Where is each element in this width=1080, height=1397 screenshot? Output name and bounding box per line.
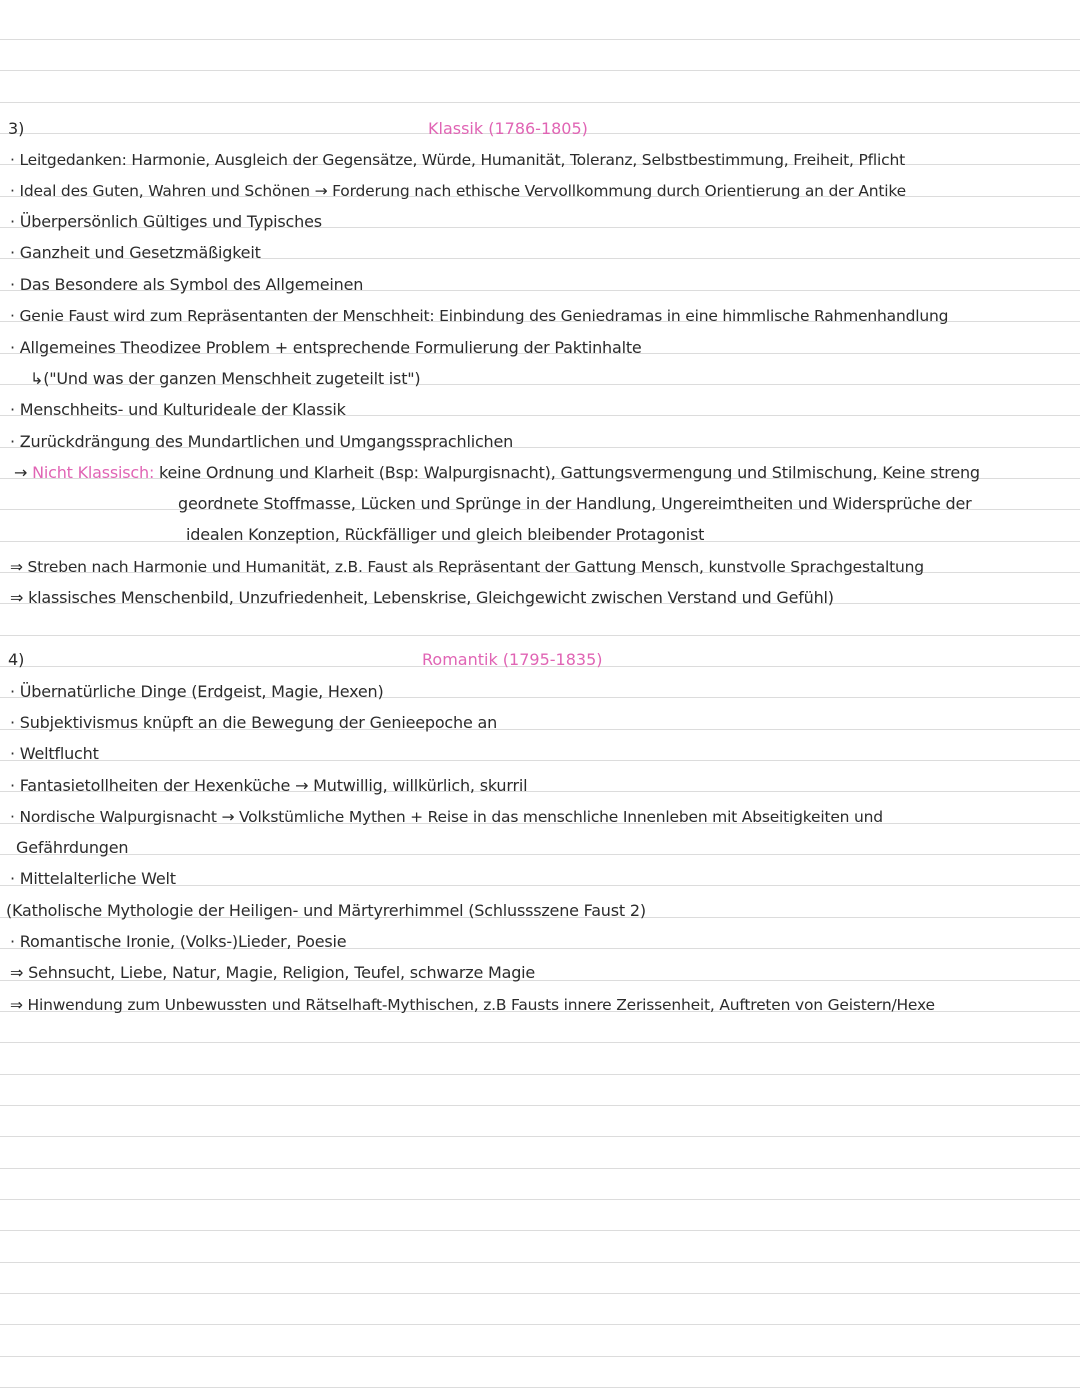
ruled-line	[0, 1168, 1080, 1169]
conclusion-line: ⇒ klassisches Menschenbild, Unzufriedenheit, Lebenskrise, Gleichgewicht zwischen Verstand und Gefühl)	[10, 588, 834, 607]
note-line: · Genie Faust wird zum Repräsentanten der Menschheit: Einbindung des Geniedramas in eine himmlische Rahmenhandlung	[10, 307, 949, 325]
ruled-line	[0, 635, 1080, 636]
ruled-line	[0, 1199, 1080, 1200]
ruled-line	[0, 1230, 1080, 1231]
section-title-romantik: Romantik (1795-1835)	[422, 650, 603, 669]
ruled-line	[0, 1262, 1080, 1263]
ruled-line	[0, 1356, 1080, 1357]
note-line: (Katholische Mythologie der Heiligen- und Märtyrerhimmel (Schlussszene Faust 2)	[6, 901, 646, 920]
section-number-klassik: 3)	[8, 119, 25, 138]
section-title-klassik: Klassik (1786-1805)	[428, 119, 588, 138]
note-line: · Subjektivismus knüpft an die Bewegung der Genieepoche an	[10, 713, 498, 732]
note-line: · Das Besondere als Symbol des Allgemeinen	[10, 275, 364, 294]
conclusion-line: ⇒ Streben nach Harmonie und Humanität, z.B. Faust als Repräsentant der Gattung Mensch, kunstvolle Sprachgestaltung	[10, 558, 924, 576]
section-number-romantik: 4)	[8, 650, 25, 669]
note-line: · Menschheits- und Kulturideale der Klassik	[10, 400, 346, 419]
ruled-line	[0, 39, 1080, 40]
ruled-line	[0, 1105, 1080, 1106]
note-line: geordnete Stoffmasse, Lücken und Sprünge in der Handlung, Ungereimtheiten und Widersprüche der	[178, 494, 972, 513]
note-line: · Nordische Walpurgisnacht → Volkstümliche Mythen + Reise in das menschliche Innenleben mit Abseitigkeiten und	[10, 808, 883, 826]
note-line: Gefährdungen	[16, 838, 129, 857]
note-line: · Romantische Ironie, (Volks-)Lieder, Poesie	[10, 932, 347, 951]
ruled-line	[0, 1042, 1080, 1043]
ruled-line	[0, 70, 1080, 71]
nicht-klassisch-label: Nicht Klassisch:	[32, 463, 155, 482]
note-line: · Ganzheit und Gesetzmäßigkeit	[10, 243, 261, 262]
note-line: · Mittelalterliche Welt	[10, 869, 176, 888]
note-line: · Fantasietollheiten der Hexenküche → Mutwillig, willkürlich, skurril	[10, 776, 528, 795]
ruled-line	[0, 1136, 1080, 1137]
ruled-line	[0, 1387, 1080, 1388]
note-line: ↳("Und was der ganzen Menschheit zugeteilt ist")	[30, 369, 421, 388]
note-line: idealen Konzeption, Rückfälliger und gleich bleibender Protagonist	[186, 525, 705, 544]
arrow-icon: →	[14, 463, 28, 482]
ruled-line	[0, 1324, 1080, 1325]
note-line: · Übernatürliche Dinge (Erdgeist, Magie, Hexen)	[10, 682, 384, 701]
nicht-klassisch-line	[14, 462, 980, 484]
ruled-line	[0, 1293, 1080, 1294]
ruled-line	[0, 1074, 1080, 1075]
note-line: · Überpersönlich Gültiges und Typisches	[10, 212, 322, 231]
ruled-line	[0, 102, 1080, 103]
note-line: · Leitgedanken: Harmonie, Ausgleich der Gegensätze, Würde, Humanität, Toleranz, Selbstbestimmung, Freiheit, Pflicht	[10, 151, 905, 169]
ruled-line	[0, 760, 1080, 761]
ruled-line	[0, 854, 1080, 855]
note-line: · Zurückdrängung des Mundartlichen und Umgangssprachlichen	[10, 432, 514, 451]
note-line: · Weltflucht	[10, 744, 99, 763]
note-line: · Allgemeines Theodizee Problem + entsprechende Formulierung der Paktinhalte	[10, 338, 642, 357]
note-line: · Ideal des Guten, Wahren und Schönen → Forderung nach ethische Vervollkommung durch Orientierung an der Antike	[10, 182, 906, 200]
conclusion-line: ⇒ Hinwendung zum Unbewussten und Rätselhaft-Mythischen, z.B Fausts innere Zerissenheit, Auftreten von Geistern/Hexe	[10, 996, 935, 1014]
nicht-klassisch-text: keine Ordnung und Klarheit (Bsp: Walpurgisnacht), Gattungsvermengung und Stilmischung, Keine streng	[159, 463, 980, 482]
conclusion-line: ⇒ Sehnsucht, Liebe, Natur, Magie, Religion, Teufel, schwarze Magie	[10, 963, 536, 982]
